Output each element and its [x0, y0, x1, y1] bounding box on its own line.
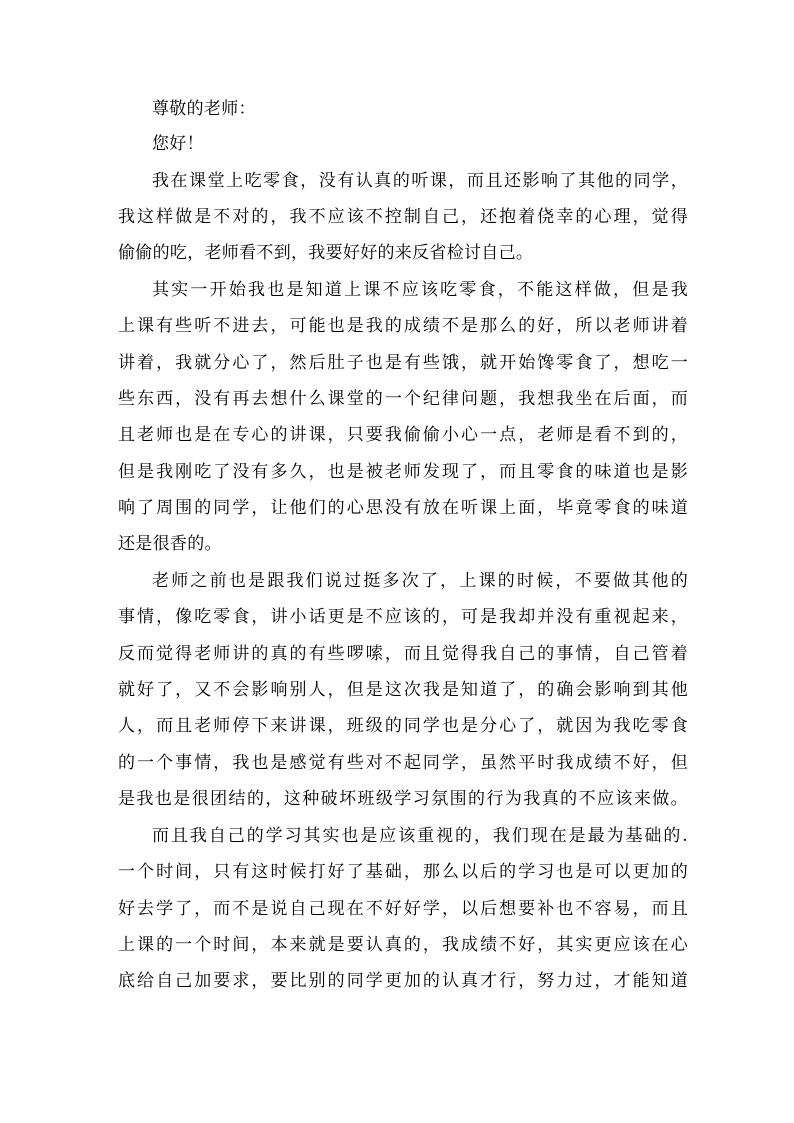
paragraph-line: 响了周围的同学，让他们的心思没有放在听课上面，毕竟零食的味道: [118, 498, 688, 518]
paragraph-line: 我在课堂上吃零食，没有认真的听课，而且还影响了其他的同学，: [152, 171, 688, 191]
paragraph-line: 就好了，又不会影响别人，但是这次我是知道了，的确会影响到其他: [118, 680, 688, 700]
paragraph-line: 而且我自己的学习其实也是应该重视的，我们现在是最为基础的.: [152, 826, 688, 846]
paragraph-line: 讲着，我就分心了，然后肚子也是有些饿，就开始馋零食了，想吃一: [118, 353, 688, 373]
paragraph-line: 一个时间，只有这时候打好了基础，那么以后的学习也是可以更加的: [118, 862, 688, 882]
paragraph-line: 反而觉得老师讲的真的有些啰嗦，而且觉得我自己的事情，自己管着: [118, 644, 688, 664]
paragraph-line: 我这样做是不对的，我不应该不控制自己，还抱着侥幸的心理，觉得: [118, 207, 688, 227]
paragraph-line: 好去学了，而不是说自己现在不好好学，以后想要补也不容易，而且: [118, 899, 688, 919]
paragraph-line: 但是我刚吃了没有多久，也是被老师发现了，而且零食的味道也是影: [118, 462, 688, 482]
paragraph-line: 是我也是很团结的，这种破坏班级学习氛围的行为我真的不应该来做。: [118, 789, 688, 809]
greeting: 您好！: [152, 134, 204, 154]
paragraph-line: 上课有些听不进去，可能也是我的成绩不是那么的好，所以老师讲着: [118, 316, 688, 336]
paragraph-line: 人，而且老师停下来讲课，班级的同学也是分心了，就因为我吃零食: [118, 716, 688, 736]
paragraph-line: 底给自己加要求，要比别的同学更加的认真才行，努力过，才能知道: [118, 971, 688, 991]
paragraph-line: 偷偷的吃，老师看不到，我要好好的来反省检讨自己。: [118, 243, 534, 263]
paragraph-line: 还是很香的。: [118, 534, 222, 554]
paragraph-line: 上课的一个时间，本来就是要认真的，我成绩不好，其实更应该在心: [118, 935, 688, 955]
salutation: 尊敬的老师：: [152, 99, 256, 119]
paragraph-line: 事情，像吃零食，讲小话更是不应该的，可是我却并没有重视起来，: [118, 607, 688, 627]
paragraph-line: 其实一开始我也是知道上课不应该吃零食，不能这样做，但是我: [152, 280, 688, 300]
paragraph-line: 些东西，没有再去想什么课堂的一个纪律问题，我想我坐在后面，而: [118, 389, 688, 409]
paragraph-line: 且老师也是在专心的讲课，只要我偷偷小心一点，老师是看不到的，: [118, 425, 688, 445]
paragraph-line: 老师之前也是跟我们说过挺多次了，上课的时候，不要做其他的: [152, 571, 688, 591]
paragraph-line: 的一个事情，我也是感觉有些对不起同学，虽然平时我成绩不好，但: [118, 753, 688, 773]
